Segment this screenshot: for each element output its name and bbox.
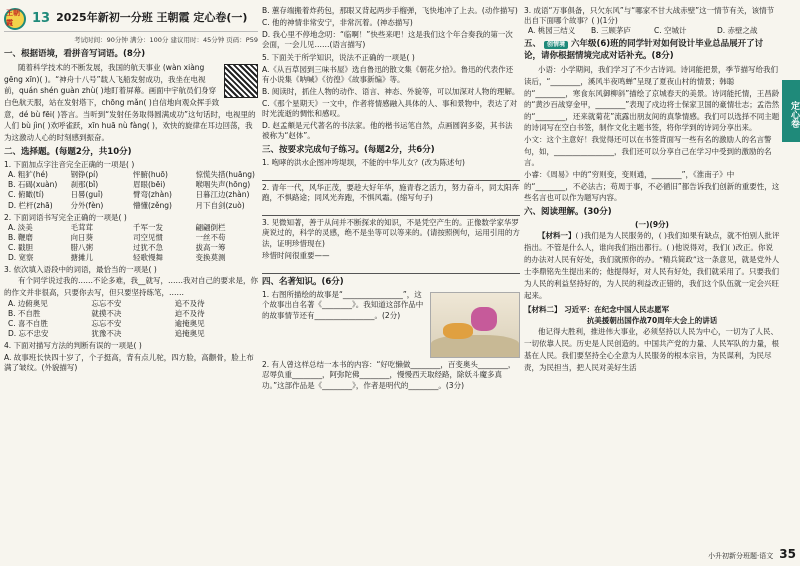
option: 拔高一筹 — [195, 243, 226, 253]
option: A. 粗犷(hé) — [8, 170, 48, 180]
option: C. 俯瞰(tí) — [8, 190, 44, 200]
option: 一丝不苟 — [195, 232, 226, 242]
qr-code — [224, 64, 258, 98]
option: C. 戳胆 — [8, 243, 34, 253]
illustration-figure — [471, 307, 497, 331]
answer-line[interactable] — [262, 205, 520, 216]
option: 迫不及待 — [174, 308, 205, 318]
option: 向日葵 — [70, 232, 93, 242]
column-middle — [262, 0, 520, 566]
option: 腊八粥 — [70, 243, 93, 253]
question-1: 1. 下面加点字注音完全正确的一项是( ) — [4, 160, 135, 170]
option: 追不及待 — [174, 298, 205, 308]
brand-logo: 王朝霞 — [4, 8, 26, 30]
question-3: 3. 依次填入语段中的词语，最恰当的一项是( ) — [4, 265, 157, 275]
question-5-option-a: A.《从百草园到三味书屋》选自鲁迅的散文集《朝花夕拾》。鲁迅的代表作还有小说集《呐喊》《彷徨》《故事新编》等。 — [262, 64, 514, 84]
question-4-option-b: B. 蕙存端搬着炸药包，那眼又背起两步手榴弹，飞快地冲了上去。(动作描写) — [262, 6, 518, 15]
exam-meta: 考试时间：90分钟 满分：100分 建议用时：45分钟 页码：P59 — [74, 36, 258, 44]
option: 司空见惯 — [133, 232, 163, 242]
material-2-heading — [524, 305, 780, 315]
option: 变换莫测 — [195, 253, 226, 263]
option: B. 三顾茅庐 — [591, 26, 631, 36]
option: D. 赤壁之战 — [717, 26, 758, 36]
option: 翩翩倒栏 — [195, 222, 226, 232]
option: 分外(fèn) — [70, 200, 104, 210]
story-illustration — [430, 292, 520, 358]
option: 逾掩奥见 — [174, 318, 205, 328]
option: 轻歌慢舞 — [133, 253, 163, 263]
option: 眉眼(bēi) — [133, 180, 166, 190]
question-1-options — [4, 170, 258, 211]
sentence-1: 1. 咆哮的洪水企图冲垮堤坝，不能的中华儿女？(改为陈述句) — [262, 157, 465, 167]
option: B. 石碣(xuàn) — [8, 180, 58, 190]
section-3-heading: 三、按要求完成句子练习。(每题2分，共6分) — [262, 144, 435, 155]
option: 追掩奥见 — [174, 329, 205, 339]
material-2-label: 【材料二】 — [524, 305, 562, 315]
option: D. 宽察 — [8, 253, 34, 263]
option: 犹豫不决 — [91, 329, 122, 339]
exam-number: 13 — [32, 10, 51, 26]
question-3-options — [4, 299, 258, 340]
option: B. 鞭磨 — [8, 232, 33, 242]
question-4-option-d: D. 我心里不停地念叨：“临啊！”快些来吧！这是我们这个年合奏我的第一次会面，一会儿见……(语言描写) — [262, 30, 513, 50]
sentence-3: 3. 见微知著，善于从问并不断探求的知识，不是凭空产生的。正像数学家华罗庚说过的，科学的灵感，绝不是坐等可以等来的。(请按照例句，运用引用的方法，证明珍惜现在) — [262, 218, 520, 248]
answer-line[interactable] — [262, 263, 520, 274]
option: 日暮江边(zhàn) — [195, 190, 250, 200]
column-right — [524, 0, 780, 566]
option: B. 不自胜 — [8, 308, 41, 318]
option: 喉咽失声(hōng) — [195, 180, 251, 190]
material-1-text: ( )我们是为人民服务的，( )我们如果有缺点，就不怕别人批评指出。不管是什么人，谁向我们指出都行。( )他说得对，我们( )改正。你说的办法对人民有好处，我们就照你的办。“精兵简政”这一条意见，就是党外人士李鼎铭先生提出来的；他提得好，对人民有好处，我们就采用了。只要我们为人民的利益坚持好的，为人民的利益改正错的，我们这个队伍就一定会兴旺起来。 — [524, 231, 780, 301]
answer-line[interactable] — [262, 170, 520, 181]
side-tab: 定心卷 — [782, 80, 800, 142]
page-number: 35 — [779, 546, 796, 561]
option: D. 忘不忠安 — [8, 329, 49, 339]
option: A. 桃园三结义 — [528, 26, 576, 36]
material-2-title-2: 抗美援朝出国作战70周年大会上的讲话 — [586, 315, 718, 325]
material-1 — [524, 230, 780, 302]
header — [4, 6, 258, 32]
question-2: 2. 下面词语书写完全正确的一项是( ) — [4, 212, 127, 222]
option: 千军一发 — [133, 222, 163, 232]
classic-question-1: 1. 右图所描绘的故事是“________________”，这个故事出自名著《________》。我知道这部作品中的故事情节还有________________。(2分) — [262, 290, 424, 320]
option: A. 淡美 — [8, 222, 33, 232]
material-1-label: 【材料一】 — [538, 231, 576, 241]
section-4-heading: 四、名著知识。(6分) — [262, 276, 344, 287]
question-2-options — [4, 223, 258, 264]
column-left — [4, 0, 258, 566]
section-6-heading: 六、阅读理解。(30分) — [524, 206, 612, 217]
section-5-number: 五、 — [524, 39, 542, 50]
sentence-3-fill: 珍惜时间很重要—— — [262, 250, 330, 260]
section-5-text: 六年级(6)班的同学针对如何设计毕业总品展开了讨论，请你根据情境完成对话补充。(8分) — [524, 39, 764, 61]
option: 怦腑(huō) — [133, 170, 168, 180]
question-5-option-c: C.《那个星期天》一文中，作者将情感融入具体的人、事和景物中，表达了对时光流逝的惆怅和感叹。 — [262, 99, 518, 119]
option: 日晷(guǐ) — [70, 190, 103, 200]
question-5-option-b: B. 阅读时，抓住人物的动作、语言、神态、外貌等，可以加深对人物的理解。 — [262, 86, 520, 96]
footer-text: 小升初新分班题·语文 — [708, 551, 774, 560]
question-3-passage: 有个同学说过我的……不论多难，我__就写，……我对自己的要求是，你的作文并非很高，只要你去写，但只要坚持练笔，…… — [4, 276, 258, 298]
section-2-heading: 二、选择题。(每题2分，共10分) — [4, 146, 132, 157]
section-1-heading: 一、根据语境，看拼音写词语。(8分) — [4, 48, 146, 59]
page-footer — [708, 546, 796, 562]
option: 懵懂(zěng) — [133, 200, 172, 210]
question-5-option-d: D. 赵孟頫是元代著名的书法家。他的楷书运笔自然，点画圆润多姿，其书法被称为“赵体”。 — [262, 121, 513, 141]
option: 钢铮(pí) — [70, 170, 99, 180]
option: 月下自剑(zuò) — [195, 200, 245, 210]
situation-tag: 创情境 — [544, 41, 568, 49]
question-4-option-a: A. 故事班长快四十岁了，个子挺高，背有点儿驼，四方脸，高颧骨，脸上布满了皱纹。(外貌描写) — [4, 353, 254, 373]
option: 臂弯(zhàn) — [133, 190, 172, 200]
option: 忘忘不安 — [91, 318, 122, 328]
option: 忘忘不安 — [91, 298, 122, 308]
classic-question-3: 3. 成语“万事俱备，只欠东风”与“哪家不甘大战赤壁”这一情节有关，该情节出自下面哪个故事？( )(1分) — [524, 6, 775, 26]
option: 刹那(bǐ) — [70, 180, 99, 190]
section-5-heading — [524, 39, 780, 62]
option: C. 喜不自胜 — [8, 318, 49, 328]
reading-part-1: (一)(9分) — [635, 220, 669, 230]
section-1-passage: 随着科学技术的不断发展，我国的航天事业 (wàn xiàng gēng xīn)( )。“神舟十八号”载人飞船发射成功，我坐在电视前，quán shén guàn zhù( )地盯着屏幕。画面中宇航员们身穿白色航天服，站在发射塔下，chōng mǎn( )自信地向观众挥手致意，dé bù fēi( )答言。当听到“发射任务取得圆满成功”这句话时，电视里的人们 bù jìn( )欢呼雀跃，xīn huā nù fàng( )，欢快的旋律在耳边回荡，我为这激动人心的时刻感到振奋。 — [4, 63, 256, 142]
dialogue-passage: 小语：小学期间，我们学习了不少古诗词。诗词能把景，季节描写给我们读后，“________，溪风半夜鸣蝉”呈现了夏夜山村的情景；韩聪的“________，寒食东风御柳斜”描绘了京城春天的美景。诗词能托情，王昌龄的“黄沙百战穿金甲，________”表现了戍边将士保家卫国的豪情壮志；孟浩然的“________，还来就菊花”流露出朋友间的真挚情感。我们可以选择不同主题的诗词写在空白书签，制作文化主题书签，将你学到的诗词分享出来。 小文：这个主意好！我觉得还可以在书签背面写一些有名的激励人的名言警句，如，________________，我们还可以分享自己在学习中受到的激励的名言。 小睿：《周易》中的“穷则变，变则通，________”，《淮南子》中的“________，不必法古；苟周于事，不必循旧”都告诉我们创新的重要性，这些名言也可以作为题写内容。 — [524, 65, 780, 203]
exam-title: 2025年新初一分班 王朝霞 定心卷(一) — [56, 11, 248, 25]
question-4: 4. 下面对描写方法的判断有误的一项是( ) — [4, 341, 142, 351]
option: 毛茸茸 — [70, 222, 93, 232]
question-4-option-c: C. 他的神情非常安宁，非常沉着。(神态描写) — [262, 18, 413, 28]
option: 就摸不决 — [91, 308, 122, 318]
material-2-title-1: 习近平：在纪念中国人民志愿军 — [564, 305, 670, 315]
option: A. 边俯奥见 — [8, 298, 48, 308]
classic-question-2: 2. 有人曾这样总结一本书的内容：“好吃懒做________，百变奥头________，忍辱负重________，阿弥陀佛________，慢慢西天取经路，除妖斗魔多真功。”这部作品是《________》，作者是明代的________。(3分) — [262, 360, 516, 390]
option: C. 空城计 — [654, 26, 687, 36]
option: 过犹不急 — [133, 243, 163, 253]
classic-question-3-options — [524, 26, 780, 36]
illustration-hill — [431, 335, 519, 357]
option: 惊慌失措(huāng) — [195, 170, 255, 180]
illustration-tiger — [443, 323, 473, 339]
sentence-2: 2. 青年一代，风华正茂，要趁大好年华，施青春之活力，努力奋斗，同太阳奔跑，不惧路途；同风光奔跑，不惧风霜。(缩写句子) — [262, 183, 520, 203]
material-2-text: 他记得大胜利，推进伟大事业，必须坚持以人民为中心，一切为了人民、一切依靠人民。历史是人民创造的。中国共产党的力量、人民军队的力量，根基在人民。我们要坚持全心全意为人民服务的根本宗旨，为民谋利，为民尽责，为民担当，把人民对美好生活 — [524, 326, 779, 372]
option: D. 栏杆(zhā) — [8, 200, 53, 210]
question-5: 5. 下面关于所学知识，说法不正确的一项是( ) — [262, 52, 415, 62]
option: 搪摊儿 — [70, 253, 93, 263]
